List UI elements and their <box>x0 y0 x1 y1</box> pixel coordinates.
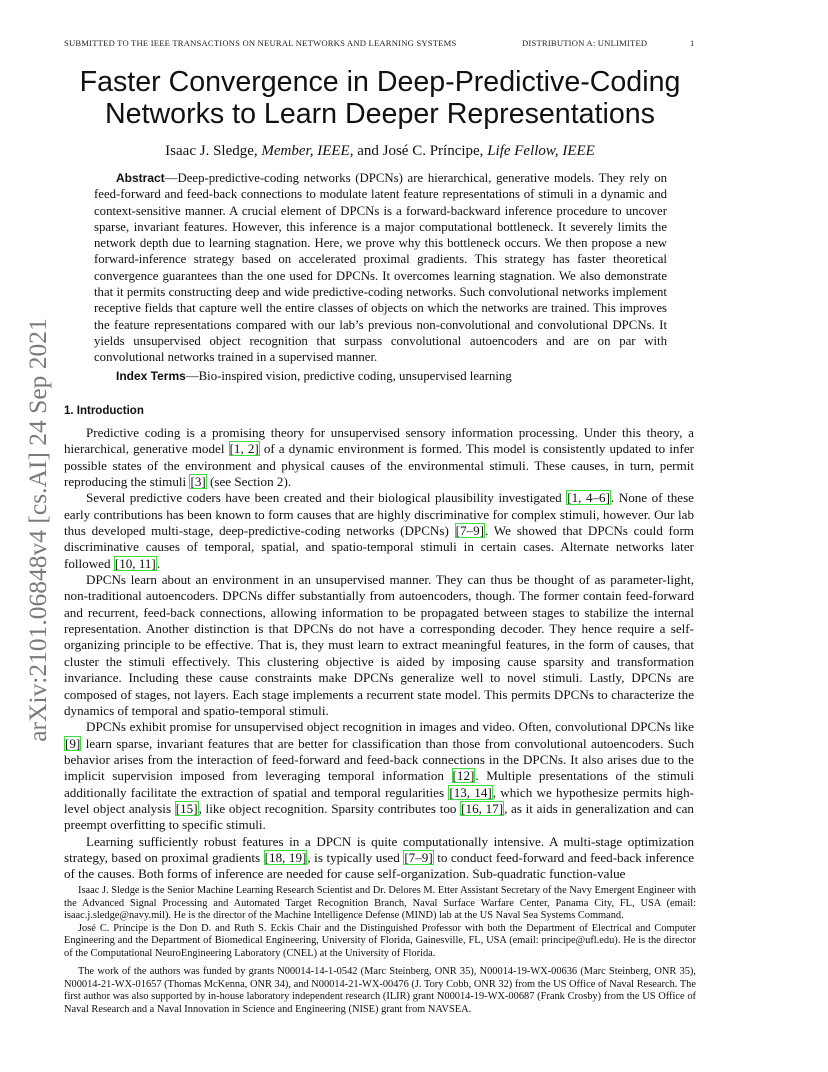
footnote-author-1: Isaac J. Sledge is the Senior Machine Learning Research Scientist and Dr. Delores M. Etter Assistant Secretary of the Navy Emergent Engineer with the Advanced Signal Processing and Automated Target Recognition Branch, Naval Surface Warfare Center, Panama City, FL, USA (email: isaac.j.sledge@navy.mil). He is the director of the Machine Intelligence Defense (MIND) lab at the US Naval Sea Systems Command. <box>64 885 696 922</box>
text-run: DPCNs exhibit promise for unsupervised object recognition in images and video. Often, convolutional DPCNs like <box>86 719 694 735</box>
text-run: . <box>156 555 161 571</box>
distribution-statement: DISTRIBUTION A: UNLIMITED <box>522 38 648 48</box>
citation-link[interactable]: [9] <box>65 735 81 751</box>
page-number: 1 <box>690 38 695 48</box>
paragraph-5 <box>64 834 694 883</box>
citation-link[interactable]: [18, 19] <box>264 849 307 865</box>
arxiv-identifier: arXiv:2101.06848v4 [cs.AI] 24 Sep 2021 <box>23 318 52 742</box>
paragraph-3: DPCNs learn about an environment in an unsupervised manner. They can thus be thought of as parameter-light, non-traditional autoencoders. DPCNs differ substantially from autoencoders, though. The former contain feed-forward and recurrent, feed-back connections, allowing information to be propagated between stages to stabilize the internal representation. Another distinction is that DPCNs do not have a corresponding decoder. They hence require a self-organizing principle to be effective. That is, they must learn to extract meaningful features, in the form of causes, that cluster the stimuli effectively. This clustering objective is aided by imposing cause sparsity and transformation invariance. Including these cause constraints make DPCNs generalize well to novel stimuli. Lastly, DPCNs are composed of stages, not layers. Each stage implements a recurrent state model. This permits DPCNs to characterize the dynamics of temporal and spatio-temporal stimuli. <box>64 572 694 718</box>
author-1-name: Isaac J. Sledge, <box>165 143 262 159</box>
footnotes <box>64 885 696 1016</box>
text-run: . We showed that DPCNs could form discriminative causes of temporal, spatial, and spatio-temporal stimuli in certain cases. Alternate networks later followed <box>64 523 694 571</box>
text-run: . None of these early contributions has been known to form causes that are highly discriminative for complex stimuli, however. Our lab thus developed multi-stage, deep-predictive-coding networks (DPCNs) <box>64 490 694 539</box>
citation-link[interactable]: [3] <box>190 474 206 490</box>
paragraph-4 <box>64 719 694 833</box>
text-run: , is typically used <box>307 849 404 865</box>
citation-link[interactable]: [12] <box>452 768 475 784</box>
citation-link[interactable]: [10, 11] <box>114 555 156 571</box>
text-run: . Multiple presentations of the stimuli additionally facilitate the extraction of spatial and temporal regularities <box>64 768 694 800</box>
citation-link[interactable]: [16, 17] <box>461 800 504 816</box>
abstract <box>94 170 667 366</box>
citation-link[interactable]: [1, 2] <box>229 441 259 457</box>
text-run: Learning sufficiently robust features in a DPCN is quite computationally intensive. A multi-stage optimization strategy, based on proximal gradients <box>64 833 694 865</box>
citation-link[interactable]: [15] <box>175 800 198 816</box>
index-terms-label: Index Terms <box>116 369 186 383</box>
abstract-label: Abstract <box>116 171 165 185</box>
text-run: Several predictive coders have been created and their biological plausibility investigated <box>86 490 567 506</box>
text-run: , which we hypothesize permits high-level object analysis <box>64 784 694 816</box>
abstract-text: —Deep-predictive-coding networks (DPCNs) are hierarchical, generative models. They rely on feed-forward and feed-back connections to modulate latent feature representations of stimuli in a dynamic and context-sensitive manner. A crucial element of DPCNs is a forward-backward inference procedure to uncover sparse, invariant features. However, this inference is a major computational bottleneck. It severely limits the network depth due to learning stagnation. Here, we prove why this bottleneck occurs. We then propose a new forward-inference strategy based on accelerated proximal gradients. This strategy has faster theoretical convergence guarantees than the one used for DPCNs. It overcomes learning stagnation. We also demonstrate that it permits constructing deep and wide predictive-coding networks. Such convolutional networks implement receptive fields that capture well the entire classes of objects on which the networks are trained. This improves the feature representations compared with our lab’s previous non-convolutional and convolutional DPCNs. It yields unsupervised object recognition that surpass convolutional autoencoders and are on par with convolutional networks trained in a supervised manner. <box>94 171 667 365</box>
author-list <box>64 143 696 160</box>
text-run: learn sparse, invariant features that are better for classification than those from convolutional autoencoders. Such behavior arises from the interaction of feed-forward and feed-back connections in the DPCNs. It also arises due to the implicit supervision imposed from leveraging temporal information <box>64 735 694 784</box>
text-run: to conduct feed-forward and feed-back inference of the causes. Both forms of inference are needed for cause self-organization. Sub-quadratic function-value <box>64 849 695 882</box>
section-heading: 1. Introduction <box>64 405 144 417</box>
text-run: of a dynamic environment is formed. This model is consistently updated to infer possible states of the environment and physical causes of the environmental stimuli. These causes, in turn, permit reproducing the stimuli <box>64 441 694 490</box>
paragraph-1 <box>64 425 694 490</box>
paper-title <box>64 66 696 130</box>
citation-link[interactable]: [13, 14] <box>449 784 492 800</box>
text-run: , as it aids in generalization and can preempt overfitting to specific stimuli. <box>64 800 694 833</box>
text-run: , like object recognition. Sparsity contributes too <box>198 800 461 816</box>
paragraph-2 <box>64 490 694 572</box>
citation-link[interactable]: [1, 4–6] <box>567 490 610 506</box>
footnote-author-2: José C. Príncipe is the Don D. and Ruth S. Eckis Chair and the Distinguished Professor with both the Department of Electrical and Computer Engineering and the Department of Biomedical Engineering, University of Florida, Gainesville, FL, USA (email: principe@ufl.edu). He is the director of the Computational NeuroEngineering Laboratory (CNEL) at the University of Florida. <box>64 922 696 959</box>
arxiv-sidebar <box>18 295 58 765</box>
journal-name: SUBMITTED TO THE IEEE TRANSACTIONS ON NEURAL NETWORKS AND LEARNING SYSTEMS <box>64 38 457 48</box>
footnote-funding: The work of the authors was funded by grants N00014-14-1-0542 (Marc Steinberg, ONR 35), N00014-19-WX-00636 (Marc Steinberg, ONR 35), N00014-21-WX-01657 (Thomas McKenna, ONR 34), and N00014-21-WX-00476 (J. Tory Cobb, ONR 32) from the US Office of Naval Research. The first author was also supported by in-house laboratory independent research (ILIR) grant N00014-19-WX-00687 (Frank Crosby) from the US Office of Naval Research and a Naval Innovation in Science and Engineering (NISE) grant from NAVSEA. <box>64 966 696 1015</box>
author-2-role: Life Fellow, IEEE <box>487 143 595 159</box>
running-header <box>64 38 704 52</box>
author-conjunction: , and José C. Príncipe, <box>349 143 488 159</box>
text-run: Predictive coding is a promising theory for unsupervised sensory information processing. Under this theory, a hierarchical, generative model <box>64 425 694 457</box>
index-terms <box>94 368 667 384</box>
title-line-2: Networks to Learn Deeper Representations <box>105 98 655 130</box>
body-text <box>64 425 694 883</box>
text-run: (see Section 2). <box>206 474 292 490</box>
index-terms-text: —Bio-inspired vision, predictive coding, unsupervised learning <box>185 369 512 383</box>
author-1-role: Member, IEEE <box>261 143 350 159</box>
citation-link[interactable]: [7–9] <box>455 523 484 539</box>
citation-link[interactable]: [7–9] <box>404 849 433 865</box>
title-line-1: Faster Convergence in Deep-Predictive-Coding <box>79 66 681 98</box>
